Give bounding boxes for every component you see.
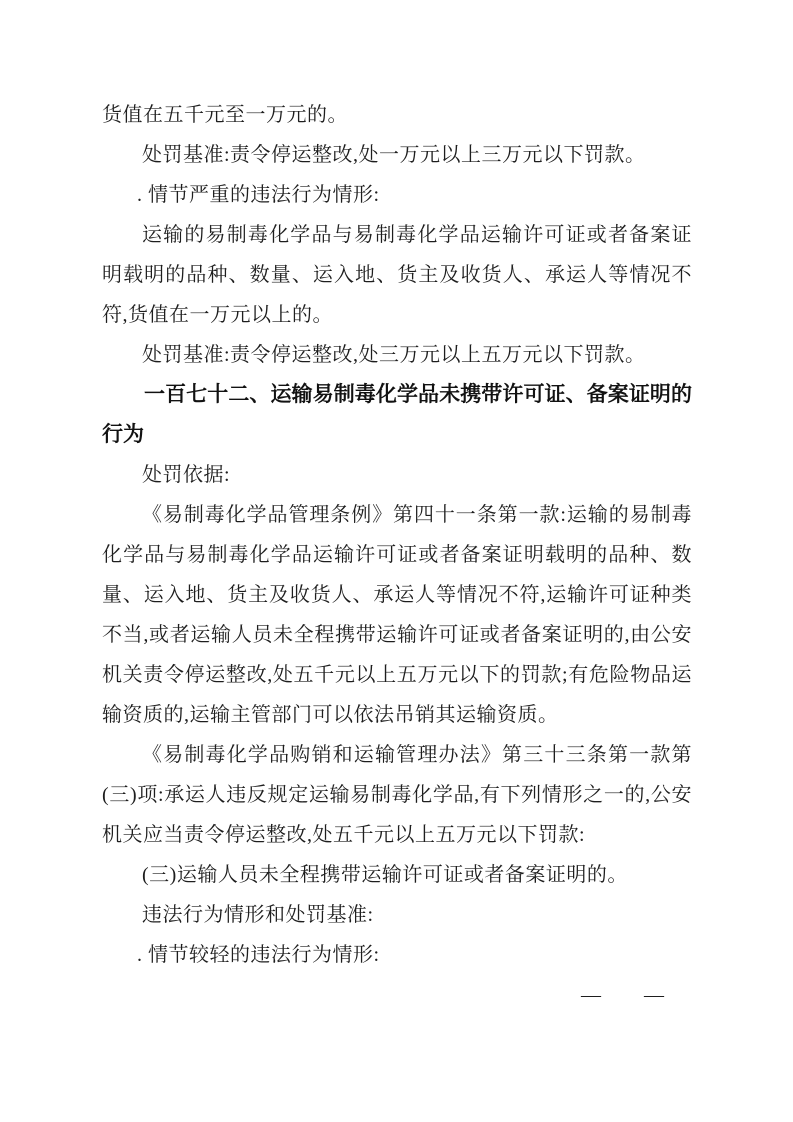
paragraph-cargo-value-range: 货值在五千元至一万元的。 — [102, 104, 348, 126]
page-number — [102, 975, 692, 1015]
paragraph-minor-circumstances-label: . 情节较轻的违法行为情形: — [137, 944, 380, 966]
paragraph-penalty-basis-label: 处罚依据: — [142, 464, 231, 486]
page-number-dash-left: — — [581, 984, 601, 1006]
paragraph-measures-article-33: 《易制毒化学品购销和运输管理办法》第三十三条第一款第(三)项:承运人违反规定运输易制毒化学品,有下列情形之一的,公安机关应当责令停运整改,处五千元以上五万元以下罚款: — [102, 744, 692, 846]
paragraph-regulation-article-41: 《易制毒化学品管理条例》第四十一条第一款:运输的易制毒化学品与易制毒化学品运输许可证或者备案证明载明的品种、数量、运入地、货主及收货人、承运人等情况不符,运输许可证种类不当,或者运输人员未全程携带运输许可证或者备案证明的,由公安机关责令停运整改,处五千元以上五万元以下的罚款;有危险物品运输资质的,运输主管部门可以依法吊销其运输资质。 — [102, 504, 692, 726]
paragraph-violation-and-standard-label: 违法行为情形和处罚基准: — [142, 904, 374, 926]
page-number-dash-right: — — [644, 984, 664, 1006]
section-heading-172: 一百七十二、运输易制毒化学品未携带许可证、备案证明的行为 — [102, 383, 692, 446]
paragraph-serious-circumstances-label: . 情节严重的违法行为情形: — [137, 184, 380, 206]
paragraph-serious-circumstances-description: 运输的易制毒化学品与易制毒化学品运输许可证或者备案证明载明的品种、数量、运入地、货主及收货人、承运人等情况不符,货值在一万元以上的。 — [102, 224, 692, 326]
paragraph-penalty-standard-serious: 处罚基准:责令停运整改,处三万元以上五万元以下罚款。 — [142, 344, 646, 366]
paragraph-penalty-standard-moderate: 处罚基准:责令停运整改,处一万元以上三万元以下罚款。 — [142, 144, 646, 166]
page-content — [102, 95, 692, 1015]
paragraph-item-three: (三)运输人员未全程携带运输许可证或者备案证明的。 — [142, 864, 628, 886]
